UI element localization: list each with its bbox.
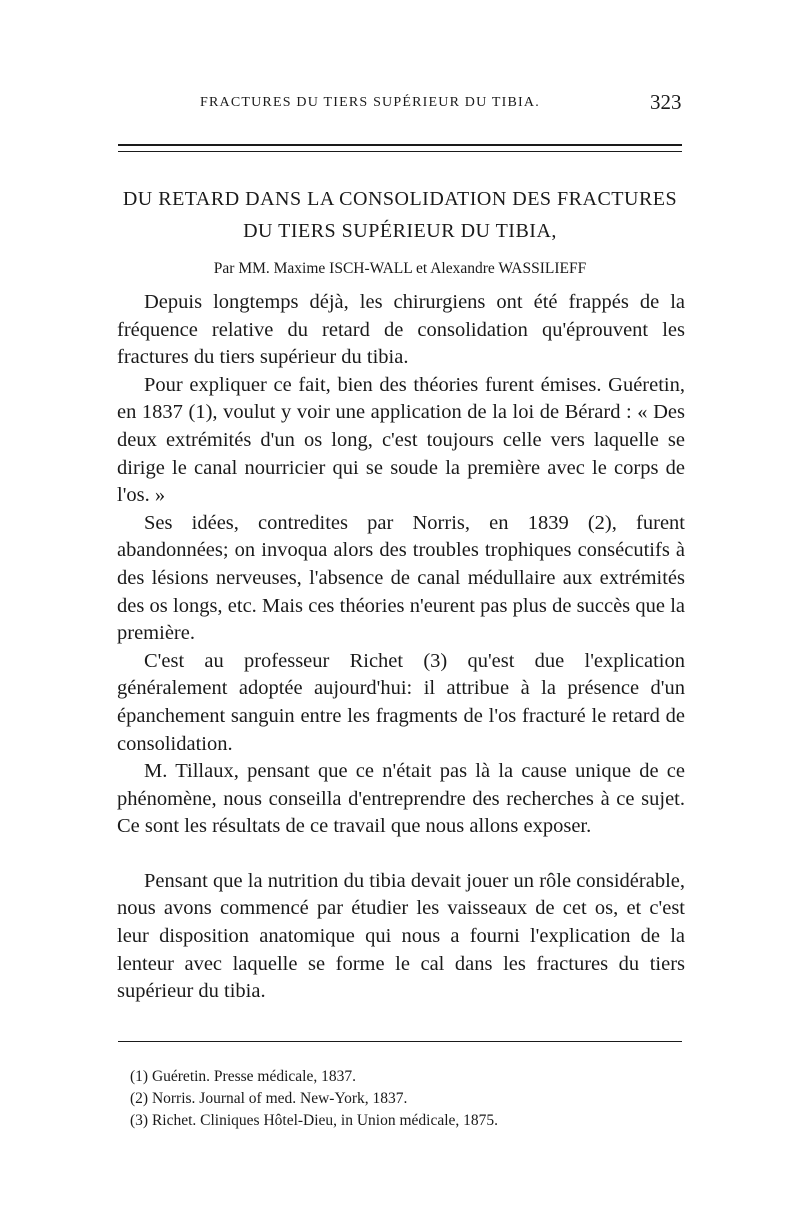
footnotes	[130, 1066, 670, 1132]
paragraph: Ses idées, contredites par Norris, en 1839 (2), furent abandonnées; on invoqua alors des troubles trophiques consécutifs à des lésions nerveuses, l'absence de canal médullaire aux extrémités des os longs, etc. Mais ces théories n'eurent pas plus de succès que la première.	[117, 511, 685, 645]
paragraph: M. Tillaux, pensant que ce n'était pas là la cause unique de ce phénomène, nous conseilla d'entreprendre des recherches à ce sujet. Ce sont les résultats de ce travail que nous allons exposer.	[117, 760, 685, 838]
article-title	[100, 183, 700, 247]
footnote-rule	[118, 1041, 682, 1042]
page-number: 323	[650, 90, 682, 114]
paragraph: C'est au professeur Richet (3) qu'est due l'explication généralement adoptée aujourd'hui: il attribue à la présence d'un épanchement sanguin entre les fragments de l'os fracturé le retard de consolidation.	[117, 649, 685, 755]
paragraph: Pour expliquer ce fait, bien des théories furent émises. Guéretin, en 1837 (1), voulut y voir une application de la loi de Bérard : « Des deux extrémités d'un os long, c'est toujours celle vers laquelle se dirige le canal nourricier qui se soude la première avec le corps de l'os. »	[117, 373, 685, 507]
article-title-line-1: DU RETARD DANS LA CONSOLIDATION DES FRACTURES	[122, 188, 678, 210]
footnote: (2) Norris. Journal of med. New-York, 1837.	[130, 1090, 408, 1107]
footnote: (3) Richet. Cliniques Hôtel-Dieu, in Union médicale, 1875.	[130, 1112, 499, 1129]
article-byline: Par MM. Maxime ISCH-WALL et Alexandre WASSILIEFF	[213, 260, 587, 277]
header-rule	[118, 144, 682, 152]
paragraph: Depuis longtemps déjà, les chirurgiens ont été frappés de la fréquence relative du retard de consolidation qu'éprouvent les fractures du tiers supérieur du tibia.	[117, 291, 685, 369]
running-title: FRACTURES DU TIERS SUPÉRIEUR DU TIBIA.	[200, 95, 540, 110]
paragraph: Pensant que la nutrition du tibia devait jouer un rôle considérable, nous avons commencé par étudier les vaisseaux de cet os, et c'est leur disposition anatomique qui nous a fourni l'explication de la lenteur avec laquelle se forme le cal dans les fractures du tiers supérieur du tibia.	[117, 869, 685, 1003]
article-title-line-2: DU TIERS SUPÉRIEUR DU TIBIA,	[243, 220, 557, 242]
article-body	[117, 289, 685, 1006]
footnote: (1) Guéretin. Presse médicale, 1837.	[130, 1068, 356, 1085]
